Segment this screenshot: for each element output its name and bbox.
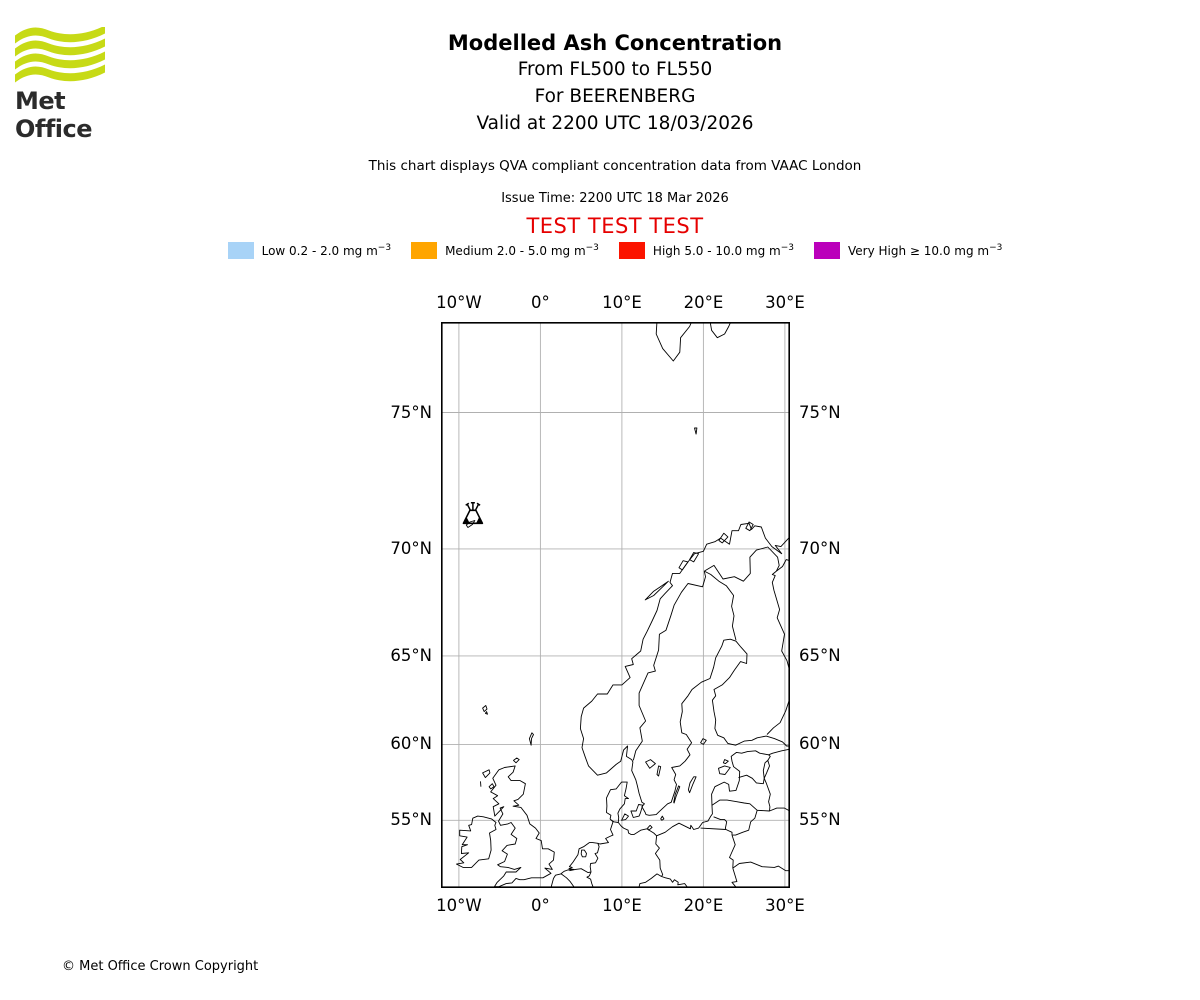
border-poland-czech [662,877,693,888]
coastline-ireland [457,816,497,867]
border-sweden-finland [704,571,736,640]
coastline-rugen [648,825,653,830]
legend-item-medium [411,242,599,259]
coastline-ijsselmeer [581,850,586,857]
coastlines-and-borders [457,322,790,888]
border-lithuania-belarus [732,810,757,835]
legend-label-high: High 5.0 - 10.0 mg $m^{-3}$ [652,243,794,258]
border-belgium-france [561,874,577,888]
coastline-great-britain [491,766,555,887]
volcano-marker-icon [463,503,482,524]
lon-tick-label-bottom: 20°E [683,896,724,915]
coastline-hiiumaa [723,760,728,764]
coastline-oland [674,786,680,803]
border-lithuania-kaliningrad [714,817,727,830]
lat-tick-label-right: 75°N [799,402,841,422]
subtitle-flight-levels: From FL500 to FL550 [517,59,713,80]
coastline-scandinavia-baltic-coast [580,523,789,815]
lat-tick-label-left: 75°N [390,402,432,422]
lon-tick-label-top: 20°E [683,293,724,312]
border-norway-sweden [633,571,705,760]
legend-item-very-high [814,242,1002,259]
border-norway-finland [704,547,779,581]
test-banner: TEST TEST TEST [526,214,704,238]
map-border [442,323,789,887]
border-poland-belarus [730,835,736,868]
coastline-shetland [529,733,533,745]
lon-tick-label-top: 10°W [436,293,482,312]
coastline-bear-island [695,428,697,434]
coastline-saaremaa [719,766,731,775]
subtitle-volcano: For BEERENBERG [534,86,696,107]
met-office-logo-text: Met Office [15,87,93,143]
map-svg [441,322,790,888]
legend-label-low: Low 0.2 - 2.0 mg $m^{-3}$ [261,243,392,258]
legend-swatch-medium [411,242,437,259]
issue-time: Issue Time: 2200 UTC 18 Mar 2026 [501,191,729,206]
lon-tick-label-bottom: 10°W [436,896,482,915]
border-lithuania-poland [726,830,732,836]
lon-tick-label-top: 30°E [765,293,805,312]
title-block [115,30,1115,137]
legend-item-high [619,242,794,259]
lon-tick-label-top: 10°E [602,293,642,312]
logo-wave-band-0 [15,27,105,44]
map [441,322,790,888]
border-netherlands-germany [587,843,599,888]
coastline-vanern [646,760,656,769]
lat-tick-label-left: 55°N [390,810,432,830]
border-latvia-lithuania [712,800,757,810]
coastline-peipus [763,760,769,778]
border-latvia-russia [764,778,770,811]
lat-tick-label-right: 65°N [799,645,841,665]
lon-tick-label-top: 0° [531,293,550,312]
coastline-edgeoya [710,322,731,338]
lon-tick-label-bottom: 30°E [765,896,805,915]
lat-tick-label-left: 70°N [390,538,432,558]
lat-tick-label-right: 60°N [799,734,841,754]
coastline-bornholm [661,816,664,820]
coastline-lofoten [645,581,668,600]
border-germany-poland [655,836,662,877]
concentration-legend [115,242,1115,259]
border-estonia-latvia [739,775,765,784]
border-belarus-ukraine [733,862,790,871]
met-office-logo [15,27,115,143]
met-office-waves-icon [15,27,105,85]
coastline-funen [622,814,629,820]
legend-swatch-high [619,242,645,259]
coastline-senja [679,561,688,570]
lon-tick-label-bottom: 10°E [602,896,642,915]
subtitle-valid-time: Valid at 2200 UTC 18/03/2026 [476,113,754,134]
legend-swatch-low [228,242,254,259]
lat-tick-label-right: 70°N [799,538,841,558]
legend-swatch-very-high [814,242,840,259]
coastline-vattern [657,766,661,776]
lat-tick-label-left: 65°N [390,645,432,665]
border-estonia-russia [768,755,771,761]
border-finland-russia-south [767,698,790,734]
lat-tick-label-left: 60°N [390,734,432,754]
lat-tick-label-right: 55°N [799,810,841,830]
lat-lon-gridlines [441,322,790,888]
border-kaliningrad-poland [701,828,726,829]
coastline-lewis [483,770,490,778]
coastline-faroe-1 [483,706,487,712]
legend-item-low [228,242,391,259]
legend-label-very-high: Very High ≥ 10.0 mg $m^{-3}$ [847,243,1003,258]
copyright-notice: © Met Office Crown Copyright [62,959,259,974]
coastline-zealand [631,805,643,818]
coastline-orkney [514,758,520,763]
coastline-soroya [719,533,728,543]
coastline-gotland [688,777,696,793]
coastline-faroe-2 [485,712,487,715]
legend-label-medium: Medium 2.0 - 5.0 mg $m^{-3}$ [445,243,599,258]
lon-tick-label-bottom: 0° [531,896,550,915]
coastline-spitsbergen [656,322,692,361]
vaac-compliance-note: This chart displays QVA compliant concentration data from VAAC London [368,158,862,174]
border-poland-ukraine [732,868,737,888]
page-title: Modelled Ash Concentration [447,31,783,55]
border-germany-czech [639,874,661,888]
